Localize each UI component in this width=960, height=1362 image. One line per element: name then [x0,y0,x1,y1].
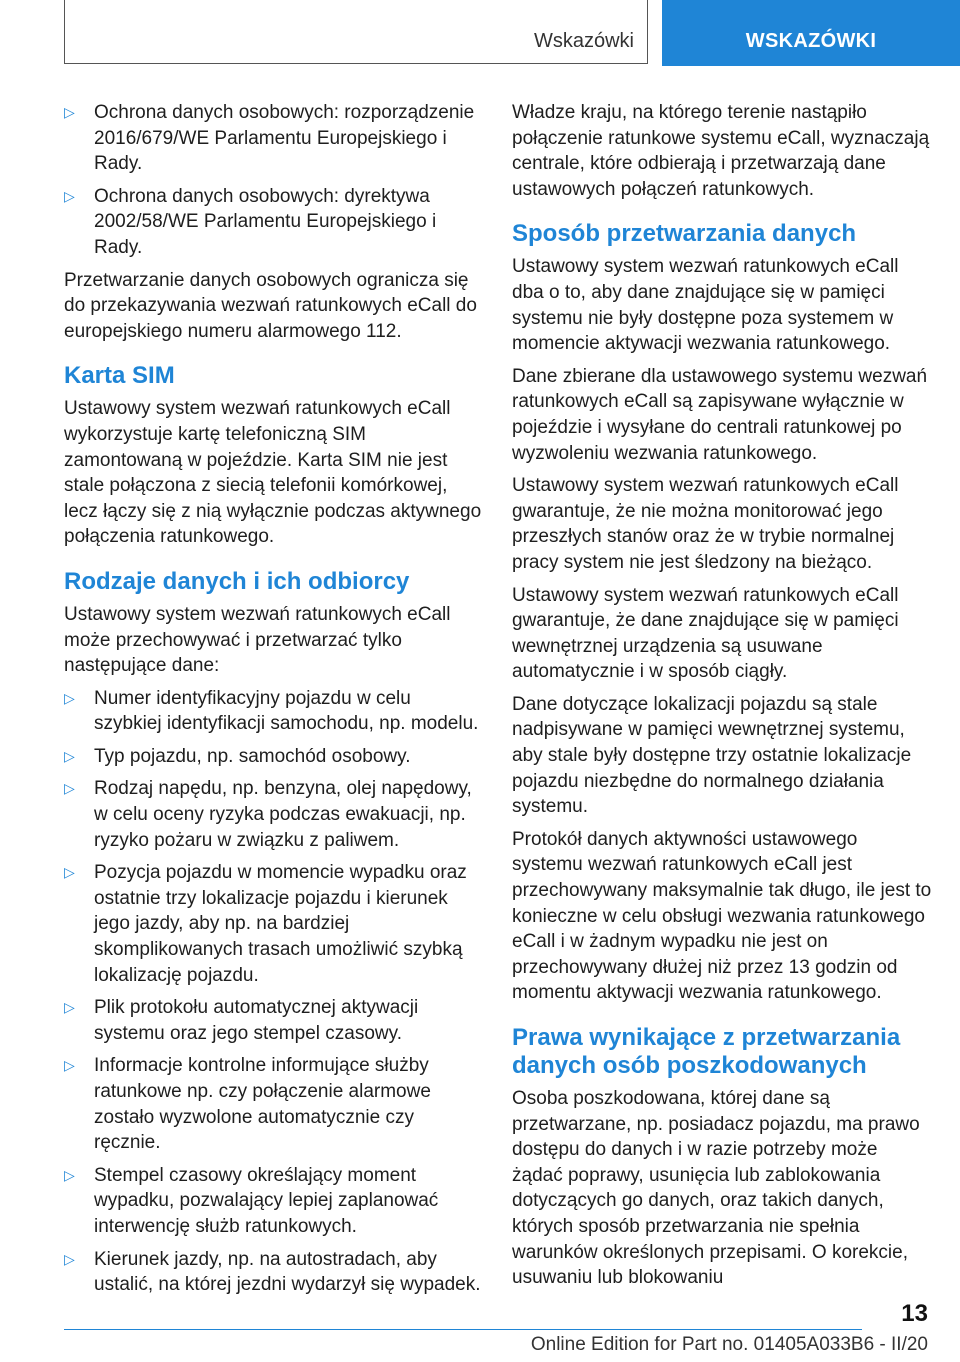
triangle-bullet-icon: ▷ [64,999,75,1016]
triangle-bullet-icon: ▷ [64,1250,75,1267]
sim-paragraph: Ustawowy system wezwań ratunkowych eCall wykorzystuje kartę telefoniczną SIM zamontowaną w pojeździe. Karta SIM nie jest stale połączona z siecią telefonii komórkowej, lecz łączy się z nią wyłącznie podczas aktywnego połączenia ratunkowego. [64,398,482,548]
heading-processing: Sposób przetwarzania danych [512,220,857,248]
list-item: ▷ Plik protokołu automatycznej aktywacji systemu oraz jego stempel czasowy. [64,997,419,1044]
header-section-title: Wskazówki [533,30,634,52]
edition-footer: Online Edition for Part no. 01405A033B6 - II/20 [530,1334,928,1355]
triangle-bullet-icon: ▷ [64,187,75,204]
processing-paragraph: Ustawowy system wezwań ratunkowych eCall gwarantuje, że dane znajdujące się w pamięci wewnętrznej urządzenia są usuwane automatycznie i w sposób ciągły. [512,584,899,683]
processing-paragraph: Dane dotyczące lokalizacji pojazdu są stale nadpisywane w pamięci wewnętrznej systemu, aby stale były dostępne trzy ostatnie lokalizacje pojazdu niezbędne do normalnego działania systemu. [512,693,912,818]
page-header [0,0,960,66]
processing-paragraph: Dane zbierane dla ustawowego systemu wezwań ratunkowych eCall są zapisywane wyłącznie w pojeździe i wysyłane do centrali ratunkowej po wyzwoleniu wezwania ratunkowego. [512,365,928,464]
triangle-bullet-icon: ▷ [64,780,75,797]
data-types-list [64,686,482,1298]
list-item: ▷ Typ pojazdu, np. samochód osobowy. [64,744,482,770]
processing-paragraph: Protokół danych aktywności ustawowego systemu wezwań ratunkowych eCall jest przechowywany maksymalnie tak długo, ile jest to konieczne w celu obsługi wezwania ratunkowego eCall i w żadnym wypadku nie jest on przechowywany dłużej niż przez 13 godzin od momentu aktywacji wezwania ratunkowego. [512,828,932,1004]
triangle-bullet-icon: ▷ [64,104,75,120]
authorities-paragraph: Władze kraju, na którego terenie nastąpiło połączenie ratunkowe systemu eCall, wyznaczają centrale, które odbierają i przetwarzają dane ustawowych połączeń ratunkowych. [512,102,930,200]
header-chapter-tab: WSKAZÓWKI [662,0,960,66]
left-column [64,100,482,1305]
triangle-bullet-icon: ▷ [64,689,75,706]
list-item: ▷ Rodzaj napędu, np. benzyna, olej napędowy, w celu oceny ryzyka podczas ewakuacji, np. ryzyko pożaru w związku z paliwem. [64,778,472,851]
triangle-bullet-icon: ▷ [64,864,75,881]
triangle-bullet-icon: ▷ [64,1057,75,1074]
list-item: ▷ Informacje kontrolne informujące służby ratunkowe np. czy połączenie alarmowe zostało wyzwolone automatycznie czy ręcznie. [64,1055,431,1154]
intro-bullet-list [64,100,482,261]
list-item: ▷ Ochrona danych osobowych: rozporządzenie 2016/679/WE Parlamentu Europejskiego i Rady. [64,102,475,175]
heading-data-types: Rodzaje danych i ich odbiorcy [64,567,410,595]
heading-rights: Prawa wynikające z przetwarzania danych osób poszkodowanych [512,1024,901,1079]
list-item: ▷ Stempel czasowy określający moment wypadku, pozwalający lepiej zaplanować interwencję służb ratunkowych. [64,1164,439,1237]
rights-paragraph: Osoba poszkodowana, której dane są przetwarzane, np. posiadacz pojazdu, ma prawo dostępu do danych i w razie potrzeby może żądać poprawy, usunięcia lub zablokowania dotyczących go danych, oraz takich danych, których sposób przetwarzania nie spełnia warunków określonych przepisami. O korekcie, usuwaniu lub blokowaniu [512,1088,920,1289]
triangle-bullet-icon: ▷ [64,747,75,764]
data-types-paragraph: Ustawowy system wezwań ratunkowych eCall może przechowywać i przetwarzać tylko następujące dane: [64,603,451,677]
triangle-bullet-icon: ▷ [64,1166,75,1183]
page-number: 13 [901,1300,928,1327]
footer-divider [64,1329,862,1330]
list-item: ▷ Numer identyfikacyjny pojazdu w celu szybkiej identyfikacji samochodu, np. modelu. [64,687,479,735]
list-item: ▷ Ochrona danych osobowych: dyrektywa 2002/58/WE Parlamentu Europejskiego i Rady. [64,185,437,258]
right-column [512,100,932,1298]
list-item: ▷ Pozycja pojazdu w momencie wypadku oraz ostatnie trzy lokalizacje pojazdu i kierunek jego jazdy, aby np. na bardziej skomplikowanych trasach umożliwić szybką lokalizację pojazdu. [64,862,467,986]
processing-paragraph: Ustawowy system wezwań ratunkowych eCall gwarantuje, że nie można monitorować jego przeszłych stanów oraz że w trybie normalnej pracy system nie jest śledzony na bieżąco. [512,475,899,573]
heading-sim-card: Karta SIM [64,362,175,390]
list-item: ▷ Kierunek jazdy, np. na autostradach, aby ustalić, na której jezdni wydarzył się wypadek. [64,1248,481,1296]
intro-paragraph: Przetwarzanie danych osobowych ogranicza się do przekazywania wezwań ratunkowych eCall do europejskiego numeru alarmowego 112. [64,269,477,342]
processing-paragraph: Ustawowy system wezwań ratunkowych eCall dba o to, aby dane znajdujące się w pamięci systemu nie były dostępne poza systemem w momencie aktywacji wezwania ratunkowego. [512,256,899,355]
